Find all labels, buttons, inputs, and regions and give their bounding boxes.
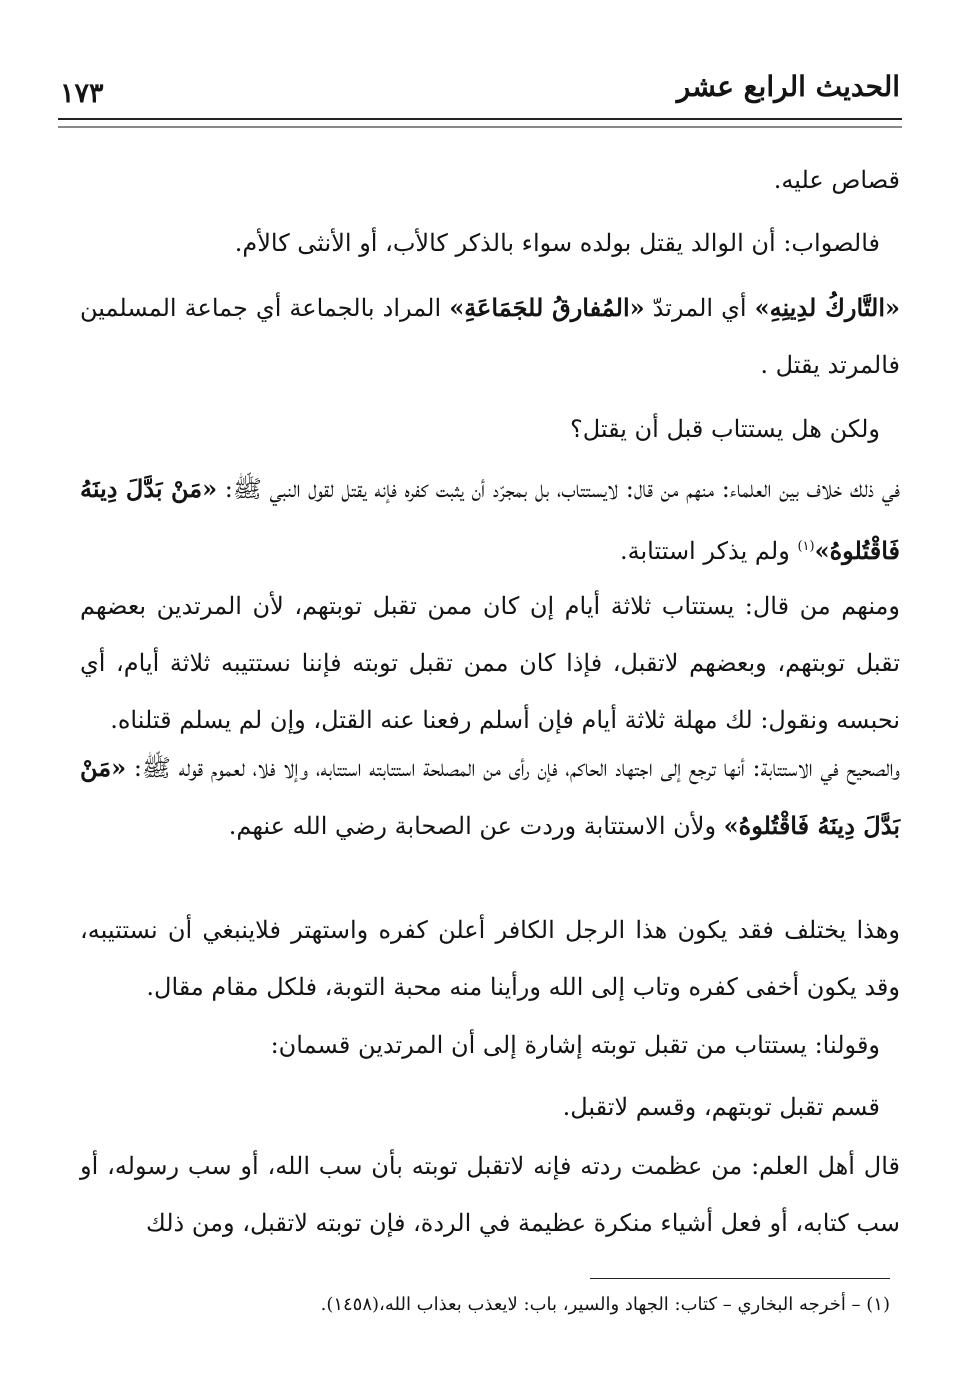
- paragraph-text: في ذلك خلاف بين العلماء: منهم من قال: لايستتاب، بل بمجرّد أن يثبت كفره فإنه يقتل لقول النبي ﷺ:: [217, 475, 900, 503]
- paragraph-11: قال أهل العلم: من عظمت ردته فإنه لاتقبل توبته بأن سب الله، أو سب رسوله، أو سب كتابه، أو فعل أشياء منكرة عظيمة في الردة، فإن توبته لاتقبل، ومن ذلك: [80, 1152, 900, 1237]
- paragraph-text: أي المرتدّ: [644, 294, 755, 322]
- footnote-marker: (١): [797, 539, 815, 554]
- paragraph-7: [80, 739, 900, 855]
- footnote: (١) – أخرجه البخاري – كتاب: الجهاد والسير، باب: لايعذب بعذاب الله،(١٤٥٨).: [320, 1294, 890, 1315]
- paragraph-8: وهذا يختلف فقد يكون هذا الرجل الكافر أعلن كفره واستهتر فلاينبغي أن نستتيبه، وقد يكون أخفى كفره وتاب إلى الله ورأينا منه محبة التوبة، فلكل مقام مقال.: [80, 916, 900, 1001]
- paragraph-text: ولأن الاستتابة وردت عن الصحابة رضي الله عنهم.: [228, 812, 724, 840]
- paragraph-1: قصاص عليه.: [773, 166, 900, 194]
- chapter-title: الحديث الرابع عشر: [676, 70, 900, 103]
- hadith-quote: «مَنْ بَدَّلَ دِينَهُ فَاقْتُلوهُ»: [80, 753, 900, 840]
- paragraph-text: والصحيح في الاستتابة: أنها ترجع إلى اجتهاد الحاكم، فإن رأى من المصلحة استتابته استتابه، وإلا فلا، لعموم قوله ﷺ:: [126, 754, 900, 782]
- paragraph-10: قسم تقبل توبتهم، وقسم لاتقبل.: [562, 1093, 880, 1121]
- running-header: [60, 70, 900, 114]
- paragraph-5: [80, 460, 900, 580]
- paragraph-text: ولم يذكر استتابة.: [619, 537, 798, 565]
- footnote-separator: [590, 1278, 890, 1279]
- paragraph-3: [80, 279, 900, 394]
- paragraph-6: ومنهم من قال: يستتاب ثلاثة أيام إن كان ممن تقبل توبتهم، لأن المرتدين بعضهم تقبل توبتهم، وبعضهم لاتقبل، فإذا كان ممن تقبل توبته فإننا نستتيبه ثلاثة أيام، أي نحبسه ونقول: لك مهلة ثلاثة أيام فإن أسلم رفعنا عنه القتل، وإن لم يسلم قتلناه.: [80, 592, 901, 734]
- paragraph-2: فالصواب: أن الوالد يقتل بولده سواء بالذكر كالأب، أو الأنثى كالأم.: [234, 229, 880, 257]
- hadith-phrase: «المُفارقُ للجَمَاعَةِ»: [449, 293, 645, 322]
- page-number: ١٧٣: [60, 78, 104, 109]
- paragraph-4: ولكن هل يستتاب قبل أن يقتل؟: [569, 415, 880, 443]
- paragraph-9: وقولنا: يستتاب من تقبل توبته إشارة إلى أن المرتدين قسمان:: [270, 1031, 880, 1059]
- hadith-quote: «مَنْ بَدَّلَ دِينَهُ فَاقْتُلوهُ»: [80, 474, 900, 565]
- paragraph-text: المراد بالجماعة أي جماعة المسلمين فالمرتد يقتل .: [80, 294, 900, 379]
- hadith-phrase: «التَّاركُ لدِينِهِ»: [754, 293, 901, 322]
- header-rule: [58, 118, 902, 128]
